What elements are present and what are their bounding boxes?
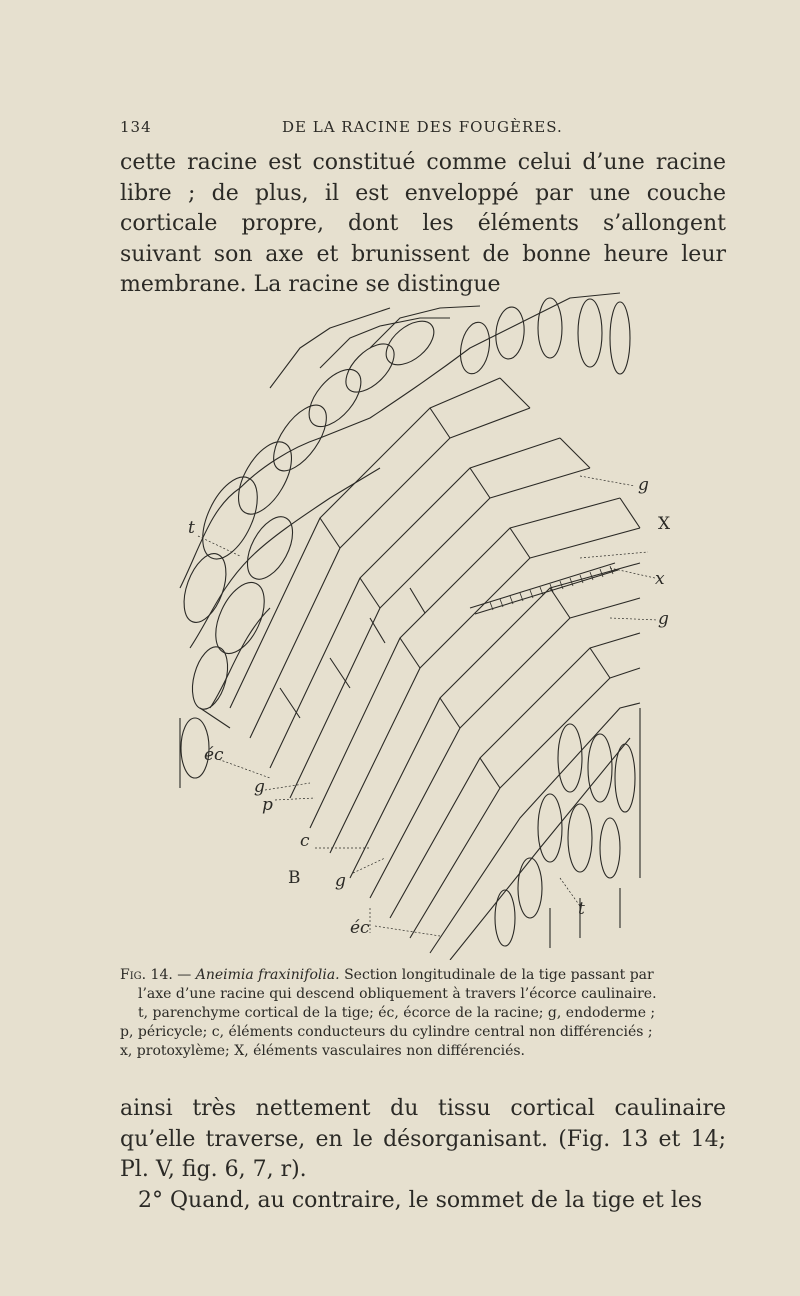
- caption-line-5: x, protoxylème; X, éléments vasculaires non différenciés.: [120, 1043, 526, 1059]
- paragraph-bottom: [120, 1094, 726, 1216]
- paragraph-top-text: cette racine est constitué comme celui d’une racine libre ; de plus, il est enveloppé par une couche corticale propre, dont les éléments s’allongent suivant son axe et brunissent de bonne heure leur membrane. La racine se distingue: [120, 150, 726, 297]
- figure-14-illustration: [170, 288, 670, 960]
- caption-dash: —: [172, 967, 196, 983]
- caption-species: Aneimia fraxinifolia.: [195, 967, 340, 983]
- label-g-left: g: [254, 777, 265, 797]
- label-g-bottom: g: [335, 871, 346, 891]
- label-g-top: g: [638, 475, 649, 495]
- label-ec-left: éc: [204, 745, 224, 765]
- caption-line-1: [120, 966, 728, 985]
- label-t-left: t: [188, 518, 195, 538]
- root-section-drawing: [170, 288, 670, 960]
- running-title: DE LA RACINE DES FOUGÈRES.: [282, 118, 563, 136]
- page-header: [120, 118, 720, 142]
- label-c: c: [300, 831, 310, 851]
- caption-line-4: p, péricycle; c, éléments conducteurs du cylindre central non différenciés ;: [120, 1024, 653, 1040]
- caption-line-1-rest: Section longitudinale de la tige passant par: [339, 967, 654, 983]
- label-x: x: [655, 569, 665, 589]
- label-g-mid: g: [658, 609, 669, 629]
- figure-caption: [120, 966, 728, 1061]
- label-p: p: [262, 795, 273, 815]
- label-t-right: t: [578, 899, 585, 919]
- paragraph-bottom-1: ainsi très nettement du tissu cortical caulinaire qu’elle traverse, en le désorganisant. (Fig. 13 et 14; Pl. V, fig. 6, 7, r).: [120, 1096, 726, 1182]
- caption-line-3: t, parenchyme cortical de la tige; éc, écorce de la racine; g, endoderme ;: [138, 1005, 656, 1021]
- label-ec-bottom: éc: [350, 918, 370, 938]
- paragraph-top: [120, 148, 726, 301]
- label-X: X: [658, 514, 670, 534]
- caption-line-2: l’axe d’une racine qui descend obliquement à travers l’écorce caulinaire.: [138, 986, 657, 1002]
- caption-fig-label: Fig. 14.: [120, 967, 173, 983]
- label-B: B: [288, 868, 301, 888]
- page-number: 134: [120, 118, 152, 136]
- paragraph-bottom-2: 2° Quand, au contraire, le sommet de la tige et les: [138, 1187, 703, 1213]
